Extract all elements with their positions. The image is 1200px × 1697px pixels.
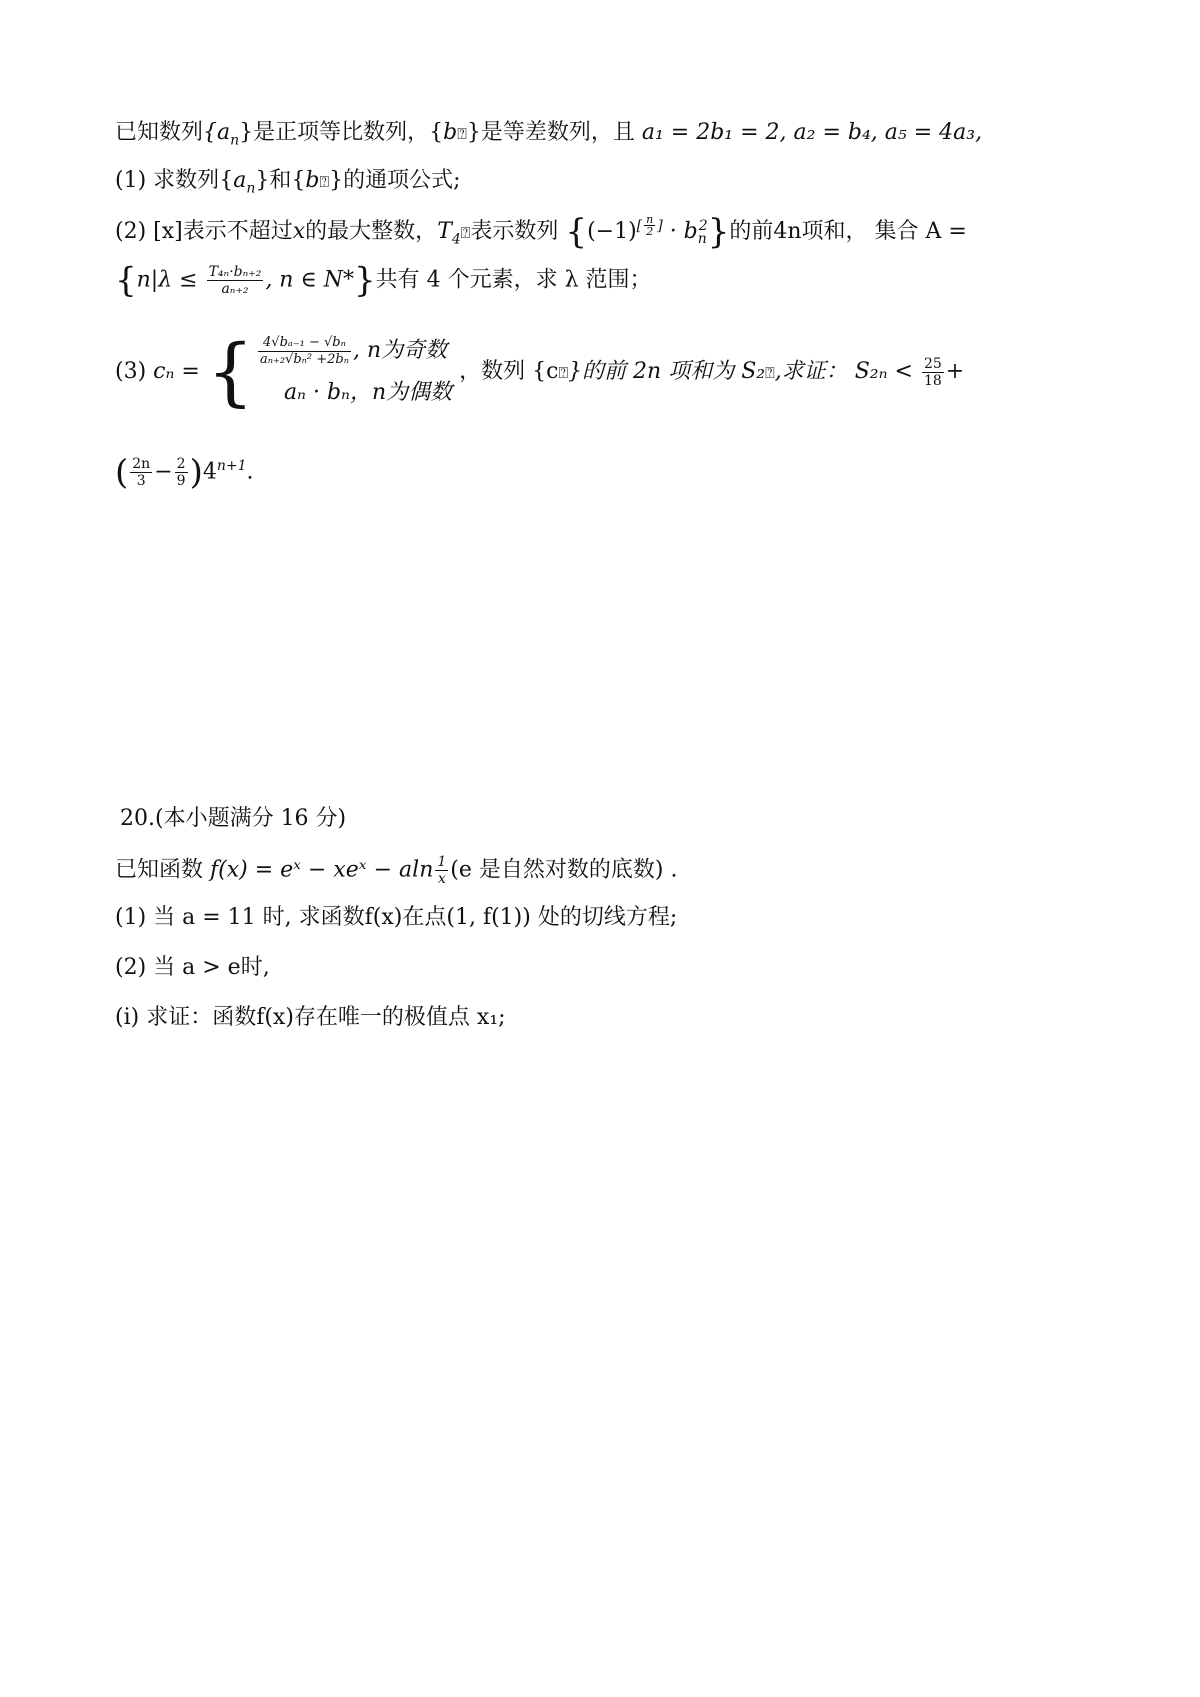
q19-part3-text-b: }的前 2n 项和为 S₂	[568, 359, 766, 384]
minus-sign: −	[154, 459, 173, 485]
missing-glyph-box: ⍰	[457, 124, 467, 143]
piecewise-case-odd: $\frac{\text{4√bₐ₋₁ − √bₙ}}{\text{aₙ₊₂√bₙ² +2bₙ}}$ , n为奇数	[259, 334, 448, 367]
set-open-brace: {	[115, 260, 137, 301]
fraction-2n-3: $\frac{2n}{3}$	[132, 456, 151, 489]
q19-part2-text-e: 共有 4 个元素，求 λ 范围；	[375, 267, 652, 293]
q20-part1: (1) 当 a = 11 时, 求函数f(x)在点(1, f(1)) 处的切线方程;	[115, 905, 678, 930]
q19-part1	[115, 166, 460, 197]
q19-part2-line2	[115, 260, 652, 301]
q19-intro	[115, 118, 982, 149]
period: .	[246, 459, 254, 485]
q19-part2-text-a: [x]表示不超过	[153, 218, 293, 244]
q19-part2-set-condition: n|λ ≤	[136, 267, 198, 293]
open-paren: (	[115, 452, 129, 493]
q20-intro	[115, 854, 677, 887]
q19-part2-text-c: 表示数列	[470, 218, 559, 244]
q19-part1-text-b: 和	[269, 168, 292, 193]
piecewise-case-even: aₙ · bₙ，n为偶数	[283, 380, 453, 405]
q19-part3-text-a: ，数列 {c	[459, 359, 559, 384]
piecewise-brace: {	[206, 329, 254, 415]
missing-glyph-box: ⍰	[558, 363, 569, 382]
q19-part1-an: $\{a_n\}$	[219, 168, 270, 197]
q19-part2-text-d: 的前4n项和， 集合 A =	[729, 218, 967, 244]
q19-intro-text-a: 已知数列	[115, 120, 204, 145]
q20-fraction-1-x: $\frac{1}{x}$	[437, 854, 447, 887]
q19-intro-text-b: }是正项等比数列，{	[239, 120, 444, 145]
q19-part3-fraction-25-18: $\frac{25}{18}$	[923, 355, 942, 389]
q19-part2-set-domain: , n ∈ N*	[265, 267, 354, 293]
q19-part3	[115, 330, 964, 420]
missing-glyph-box: ⍰	[765, 363, 775, 382]
power-base: 4	[202, 459, 217, 485]
q19-part2-T4: $T_4$	[437, 218, 461, 248]
q19-part1-label: (1)	[115, 168, 147, 193]
q19-intro-an: {$a_n$	[203, 120, 240, 149]
q19-part2-fraction: $\frac{\text{T₄ₙ·bₙ₊₂}}{\text{aₙ₊₂}}$	[208, 264, 262, 297]
q19-part3-label: (3)	[115, 359, 147, 384]
q19-intro-text-c: }是等差数列，且	[466, 120, 642, 145]
q20-intro-text-a: 已知函数	[115, 857, 210, 883]
q19-part1-text-c: 的通项公式;	[343, 168, 461, 193]
q19-part3-cn: cₙ =	[153, 359, 200, 384]
q19-part3-piecewise	[207, 330, 452, 414]
q20-function: f(x) = eˣ − xeˣ − aln	[210, 857, 434, 883]
q19-part3-plus: +	[945, 359, 965, 384]
q19-part2-x: x	[292, 218, 306, 244]
set-close-brace: }	[354, 260, 376, 301]
q19-part1-bn: {b⍰}	[291, 168, 344, 193]
q20-header: 20.(本小题满分 16 分)	[120, 806, 347, 831]
power-exponent: n+1	[216, 458, 247, 475]
q19-intro-conditions: a₁ = 2b₁ = 2, a₂ = b₄, a₅ = 4a₃,	[641, 120, 983, 145]
close-paren: )	[189, 452, 203, 493]
q19-part2-sequence-expression: $\{(-1)[ n 2 ] \cdot b_n^2\}$	[565, 211, 730, 252]
q19-part2-text-b: 的最大整数，	[305, 218, 438, 244]
q19-part3-text-c: ,求证： S₂ₙ <	[774, 359, 913, 384]
q19-part2-line1	[115, 211, 967, 252]
q19-intro-bn: b	[443, 120, 458, 145]
fraction-2-9: $\frac{2}{9}$	[176, 456, 186, 489]
q20-intro-text-b: (e 是自然对数的底数) .	[450, 857, 678, 883]
q19-part2-label: (2)	[115, 218, 147, 244]
q20-part2-i: (i) 求证：函数f(x)存在唯一的极值点 x₁;	[115, 1005, 506, 1030]
missing-glyph-box: ⍰	[460, 222, 471, 242]
q20-part2: (2) 当 a > e时,	[115, 955, 270, 980]
q19-part3-line2	[115, 452, 254, 493]
q19-part1-text-a: 求数列	[153, 168, 220, 193]
